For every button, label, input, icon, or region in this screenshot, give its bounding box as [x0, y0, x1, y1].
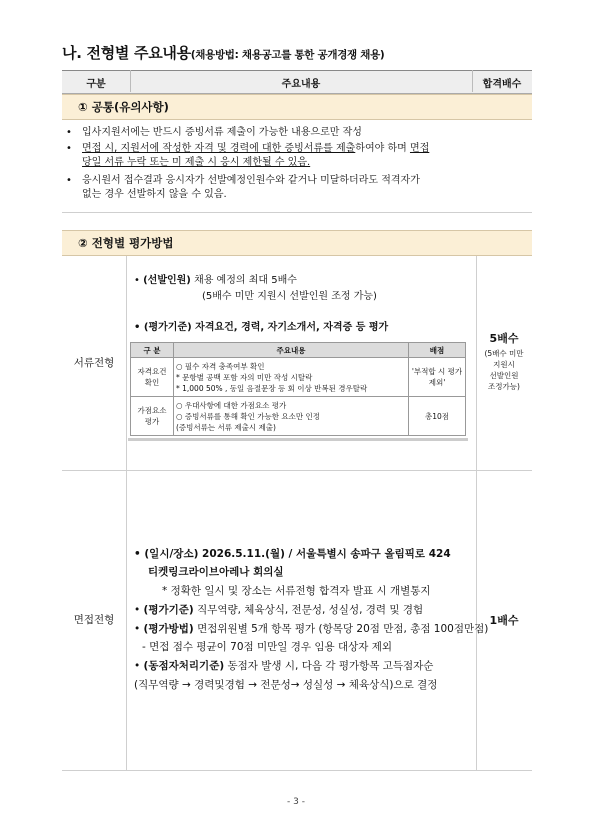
stage-label-interview: 면접전형 [73, 614, 115, 626]
header-content: 주요내용 [281, 79, 321, 90]
divider [62, 770, 532, 771]
interview-tie-order: (직무역량 → 경력및경험 → 전문성→ 성실성 → 체육상식)으로 결정 [134, 679, 438, 691]
section-evaluation: ② 전형별 평가방법 [62, 230, 532, 256]
interview-criteria: • (평가기준) 직무역량, 체육상식, 전문성, 성실성, 경력 및 경험 [134, 604, 424, 616]
table-cell: 총10점 [409, 397, 466, 436]
evaluation-table [130, 342, 466, 436]
table-header [62, 70, 532, 94]
page-subtitle: (채용방법: 채용공고를 통한 공개경쟁 채용) [190, 49, 385, 61]
interview-cutoff: - 면접 점수 평균이 70점 미만일 경우 임용 대상자 제외 [142, 641, 393, 653]
divider [130, 70, 131, 92]
table-cell: 자격요건 확인 [131, 358, 174, 397]
interview-schedule: • (일시/장소) 2026.5.11.(월) / 서울특별시 송파구 올림픽로 424 [134, 548, 451, 560]
interview-note: * 정확한 일시 및 장소는 서류전형 합격자 발표 시 개별통지 [162, 585, 431, 597]
table-cell: ○ 우대사항에 대한 가점요소 평가 ○ 증빙서류를 통해 확인 가능한 요소만 인정 (증빙서류는 서류 제출시 제출) [174, 397, 409, 436]
divider [62, 212, 532, 213]
table-row [131, 358, 466, 397]
divider [128, 438, 468, 441]
header-ratio: 합격배수 [482, 79, 522, 90]
selection-count: • (선발인원) 채용 예정의 최대 5배수 [134, 275, 297, 286]
interview-tie-rule: • (동점자처리기준) 동점자 발생 시, 다음 각 평가항목 고득점자순 [134, 660, 434, 672]
table-header-cell: 배점 [409, 343, 466, 358]
section-common: ① 공통(유의사항) [62, 94, 532, 120]
header-category: 구분 [86, 79, 106, 90]
table-cell: 가점요소 평가 [131, 397, 174, 436]
doc-ratio: 5배수 (5배수 미만 지원시 선발인원 조정가능) [484, 332, 524, 391]
divider [126, 256, 127, 770]
interview-method: • (평가방법) 면접위원별 5개 항목 평가 (항목당 20점 만점, 총점 100점만점) [134, 623, 489, 635]
page-title: 나. 전형별 주요내용(채용방법: 채용공고를 통한 공개경쟁 채용) [62, 44, 385, 62]
interview-ratio: 1배수 [489, 614, 519, 627]
table-row [131, 397, 466, 436]
page-number: - 3 - [287, 797, 305, 807]
divider [472, 70, 473, 92]
stage-label-document: 서류전형 [73, 357, 115, 369]
list-item: • 면접 시, 지원서에 작성한 자격 및 경력에 대한 증빙서류를 제출하여야 하며 면접 당일 서류 누락 또는 미 제출 시 응시 제한될 수 있음. [66, 143, 430, 168]
divider [62, 470, 532, 471]
interview-venue: 티켓링크라이브아레나 회의실 [148, 566, 284, 578]
table-cell: ○ 필수 자격 충족여부 확인 * 문항별 공백 포함 자의 미만 작성 시탈락 * 1,000 50% , 동일 음절문장 등 회 이상 반복된 경우탈락 [174, 358, 409, 397]
doc-criteria: • (평가기준) 자격요건, 경력, 자기소개서, 자격증 등 평가 [134, 322, 389, 333]
table-header-cell: 구 분 [131, 343, 174, 358]
list-item: • 응시원서 접수결과 응시자가 선발예정인원수와 같거나 미달하더라도 적격자가 없는 경우 선발하지 않을 수 있음. [66, 175, 420, 200]
table-header-cell: 주요내용 [174, 343, 409, 358]
selection-note: (5배수 미만 지원시 선발인원 조정 가능) [202, 291, 377, 302]
table-cell: '부적합 시 평가제외' [409, 358, 466, 397]
